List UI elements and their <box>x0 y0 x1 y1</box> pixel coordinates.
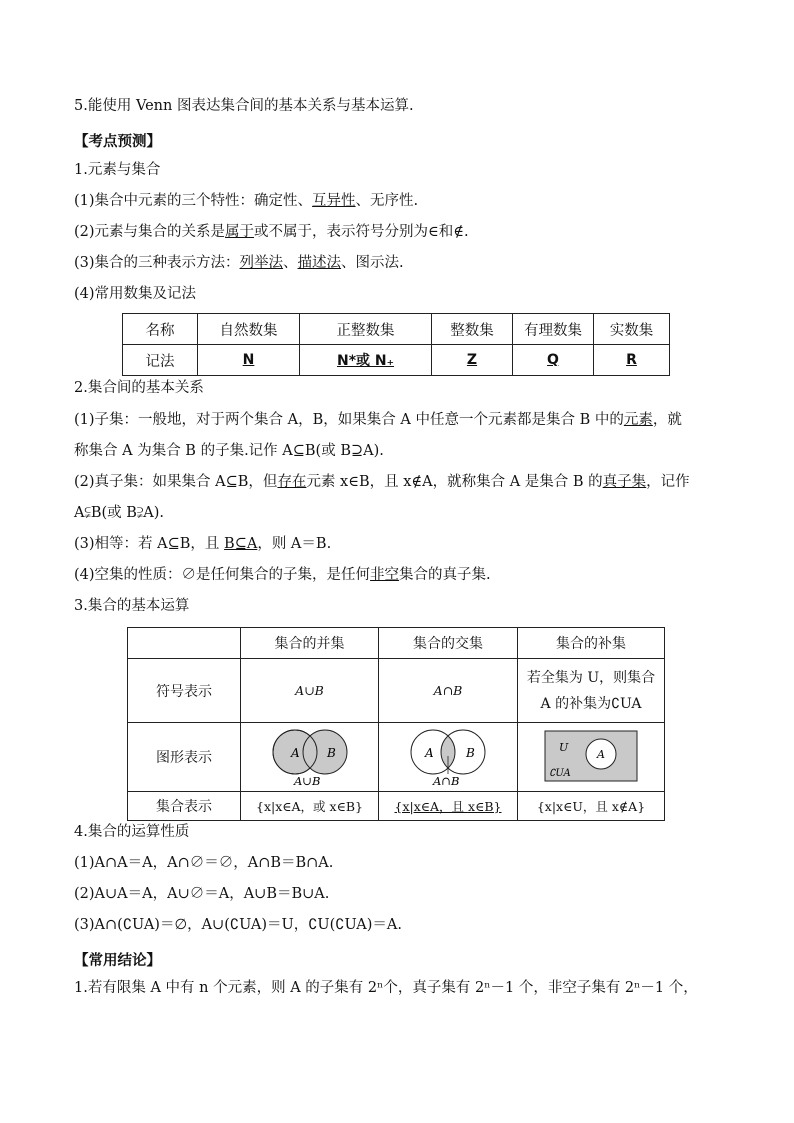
table-cell: N*或 N₊ <box>300 345 432 376</box>
venn-label-a: A <box>597 748 605 761</box>
item-2-2-cont: A⫋B(或 B⫌A). <box>74 505 165 521</box>
table-cell: 若全集为 U，则集合 A 的补集为∁UA <box>518 659 665 723</box>
table-cell <box>128 628 241 659</box>
table-cell: A∪B <box>241 659 379 723</box>
table-row <box>123 314 670 345</box>
table-cell: A∩B <box>379 659 518 723</box>
union-caption: A∪B <box>293 774 320 788</box>
table-cell <box>518 723 665 792</box>
table-cell: 图形表示 <box>128 723 241 792</box>
set-operations-table <box>127 627 665 821</box>
table-cell: 集合的并集 <box>241 628 379 659</box>
objective-5: 5.能使用 Venn 图表达集合间的基本关系与基本运算. <box>74 98 414 114</box>
venn-label-b: B <box>326 746 336 760</box>
table-cell: {x|x∈A，或 x∈B} <box>241 792 379 821</box>
table-cell: Z <box>432 345 513 376</box>
item-1-4: (4)常用数集及记法 <box>74 286 197 302</box>
intersection-venn-diagram <box>393 726 503 788</box>
item-2-2: (2)真子集：如果集合 A⊆B，但存在元素 x∈B，且 x∉A，就称集合 A 是集合 B 的真子集，记作 <box>74 474 690 490</box>
table-cell: 记法 <box>123 345 198 376</box>
table-cell: 集合表示 <box>128 792 241 821</box>
venn-label-a: A <box>425 746 434 760</box>
item-1-2: (2)元素与集合的关系是属于或不属于，表示符号分别为∈和∉. <box>74 224 469 240</box>
heading-kaodian: 【考点预测】 <box>74 133 161 150</box>
section-1-title: 1.元素与集合 <box>74 162 161 178</box>
table-cell: 实数集 <box>594 314 670 345</box>
complement-venn-diagram <box>531 727 651 787</box>
item-2-1-cont: 称集合 A 为集合 B 的子集.记作 A⊆B(或 B⊇A). <box>74 443 384 459</box>
table-cell: 整数集 <box>432 314 513 345</box>
table-cell: 自然数集 <box>198 314 300 345</box>
venn-circle-b <box>303 730 347 774</box>
table-cell: 符号表示 <box>128 659 241 723</box>
number-sets-table <box>122 313 670 376</box>
item-4-2: (2)A∪A＝A，A∪∅＝A，A∪B＝B∪A. <box>74 886 330 902</box>
table-row <box>123 345 670 376</box>
table-cell: 集合的交集 <box>379 628 518 659</box>
table-cell: R <box>594 345 670 376</box>
table-row <box>128 628 665 659</box>
item-1-3: (3)集合的三种表示方法：列举法、描述法、图示法. <box>74 255 404 271</box>
table-cell: 有理数集 <box>513 314 594 345</box>
table-cell: 正整数集 <box>300 314 432 345</box>
item-1-1: (1)集合中元素的三个特性：确定性、互异性、无序性. <box>74 193 419 209</box>
table-cell: N <box>198 345 300 376</box>
intersection-caption: A∩B <box>433 774 460 788</box>
table-row <box>128 792 665 821</box>
complement-caption: ∁UA <box>549 768 571 779</box>
section-2-title: 2.集合间的基本关系 <box>74 380 204 396</box>
heading-changyong: 【常用结论】 <box>74 952 161 969</box>
table-cell: 名称 <box>123 314 198 345</box>
item-2-3: (3)相等：若 A⊆B，且 B⊆A，则 A＝B. <box>74 536 332 552</box>
item-4-1: (1)A∩A＝A，A∩∅＝∅，A∩B＝B∩A. <box>74 855 334 871</box>
venn-label-u: U <box>559 741 569 754</box>
table-cell: Q <box>513 345 594 376</box>
venn-label-a: A <box>290 746 300 760</box>
conclusion-1: 1.若有限集 A 中有 n 个元素，则 A 的子集有 2ⁿ个，真子集有 2ⁿ－1 个，非空子集有 2ⁿ－1 个， <box>74 980 698 996</box>
item-2-4: (4)空集的性质：∅是任何集合的子集，是任何非空集合的真子集. <box>74 567 491 583</box>
table-row <box>128 659 665 723</box>
item-2-1: (1)子集：一般地，对于两个集合 A，B，如果集合 A 中任意一个元素都是集合 B 中的元素，就 <box>74 412 682 428</box>
table-cell <box>379 723 518 792</box>
section-3-title: 3.集合的基本运算 <box>74 598 190 614</box>
venn-label-b: B <box>466 746 475 760</box>
table-cell <box>241 723 379 792</box>
table-row <box>128 723 665 792</box>
item-4-3: (3)A∩(∁UA)＝∅，A∪(∁UA)＝U，∁U(∁UA)＝A. <box>74 917 403 933</box>
section-4-title: 4.集合的运算性质 <box>74 824 190 840</box>
table-cell: 集合的补集 <box>518 628 665 659</box>
table-cell: {x|x∈A，且 x∈B} <box>379 792 518 821</box>
union-venn-diagram <box>255 726 365 788</box>
table-cell: {x|x∈U，且 x∉A} <box>518 792 665 821</box>
